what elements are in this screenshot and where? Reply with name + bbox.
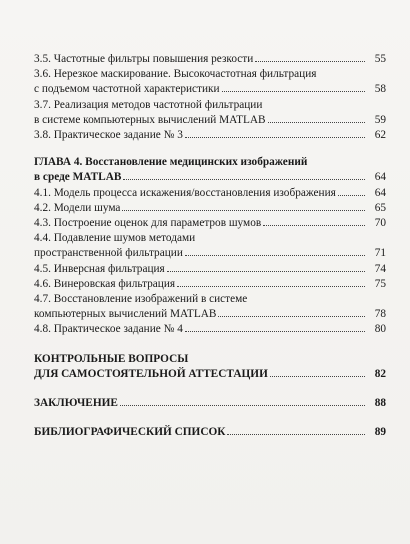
toc-entry-title: 3.8. Практическое задание № 3 [34,129,183,142]
toc-section-control-questions [34,352,386,382]
toc-entry-3-8 [34,128,386,143]
dot-leader [263,225,365,226]
toc-entry-4-8 [34,322,386,337]
dot-leader [268,122,365,123]
dot-leader [255,61,365,62]
toc-page-number: 55 [374,53,386,65]
toc-entry-4-6 [34,277,386,292]
dot-leader [338,195,365,196]
dot-leader [123,179,365,180]
toc-entry-4-7 [34,292,386,322]
toc-section-conclusion [34,396,386,411]
toc-page-number: 78 [374,308,386,321]
toc-entry-title-cont: компьютерных вычислений MATLAB [34,308,217,321]
toc-page-number: 80 [374,323,386,336]
toc-entry-title: 4.2. Модели шума [34,201,121,214]
toc-section-title-cont: ДЛЯ САМОСТОЯТЕЛЬНОЙ АТТЕСТАЦИИ [34,367,268,380]
toc-page-number: 59 [374,113,386,126]
toc-entry-3-6 [34,67,386,97]
toc-page-number: 64 [374,171,386,184]
dot-leader [177,286,365,287]
dot-leader [185,137,365,138]
dot-leader [222,91,365,92]
toc-chapter-4 [34,155,386,185]
dot-leader [270,376,365,377]
toc-entry-title: 4.6. Винеровская фильтрация [34,277,176,290]
toc-page-number: 71 [374,247,386,260]
toc-page-number: 89 [374,426,386,439]
table-of-contents [34,52,386,440]
toc-entry-title: 4.1. Модель процесса искажения/восстановления изображения [34,186,336,199]
toc-entry-4-5 [34,262,386,277]
dot-leader [227,434,365,435]
dot-leader [218,316,365,317]
toc-entry-title: 3.5. Частотные фильтры повышения резкости [34,53,254,65]
toc-page-number: 64 [374,186,386,199]
toc-entry-title: 4.3. Построение оценок для параметров шумов [34,217,262,230]
toc-entry-3-7 [34,98,386,128]
toc-entry-title-cont: пространственной фильтрации [34,247,183,260]
toc-section-title: БИБЛИОГРАФИЧЕСКИЙ СПИСОК [34,426,226,439]
toc-entry-title: 4.7. Восстановление изображений в системе [34,293,248,306]
toc-section-bibliography [34,425,386,440]
toc-page-number: 65 [374,201,386,214]
toc-section-title: КОНТРОЛЬНЫЕ ВОПРОСЫ [34,352,189,365]
toc-entry-4-2 [34,201,386,216]
dot-leader [167,271,365,272]
toc-page-number: 62 [374,129,386,142]
toc-page-number: 74 [374,262,386,275]
toc-entry-4-4 [34,231,386,261]
toc-page-number: 88 [374,397,386,410]
toc-section-title: ЗАКЛЮЧЕНИЕ [34,397,118,410]
toc-entry-title: 3.6. Нерезкое маскирование. Высокочастотная фильтрация [34,68,317,81]
dot-leader [122,210,365,211]
toc-page-number: 58 [374,83,386,96]
toc-entry-4-1 [34,186,386,201]
toc-entry-title: 4.5. Инверсная фильтрация [34,262,165,275]
toc-chapter-title: ГЛАВА 4. Восстановление медицинских изображений [34,156,308,169]
toc-chapter-title-cont: в среде MATLAB [34,171,122,184]
toc-page-number: 70 [374,217,386,230]
toc-page-number: 75 [374,277,386,290]
toc-entry-3-5 [34,52,386,67]
dot-leader [185,331,365,332]
toc-entry-4-3 [34,216,386,231]
dot-leader [120,405,365,406]
dot-leader [185,255,365,256]
toc-entry-title-cont: в системе компьютерных вычислений MATLAB [34,113,266,126]
toc-page-number: 82 [374,367,386,380]
toc-entry-title: 4.8. Практическое задание № 4 [34,323,183,336]
toc-entry-title-cont: с подъемом частотной характеристики [34,83,220,96]
toc-entry-title: 3.7. Реализация методов частотной фильтрации [34,98,263,111]
toc-entry-title: 4.4. Подавление шумов методами [34,232,196,245]
